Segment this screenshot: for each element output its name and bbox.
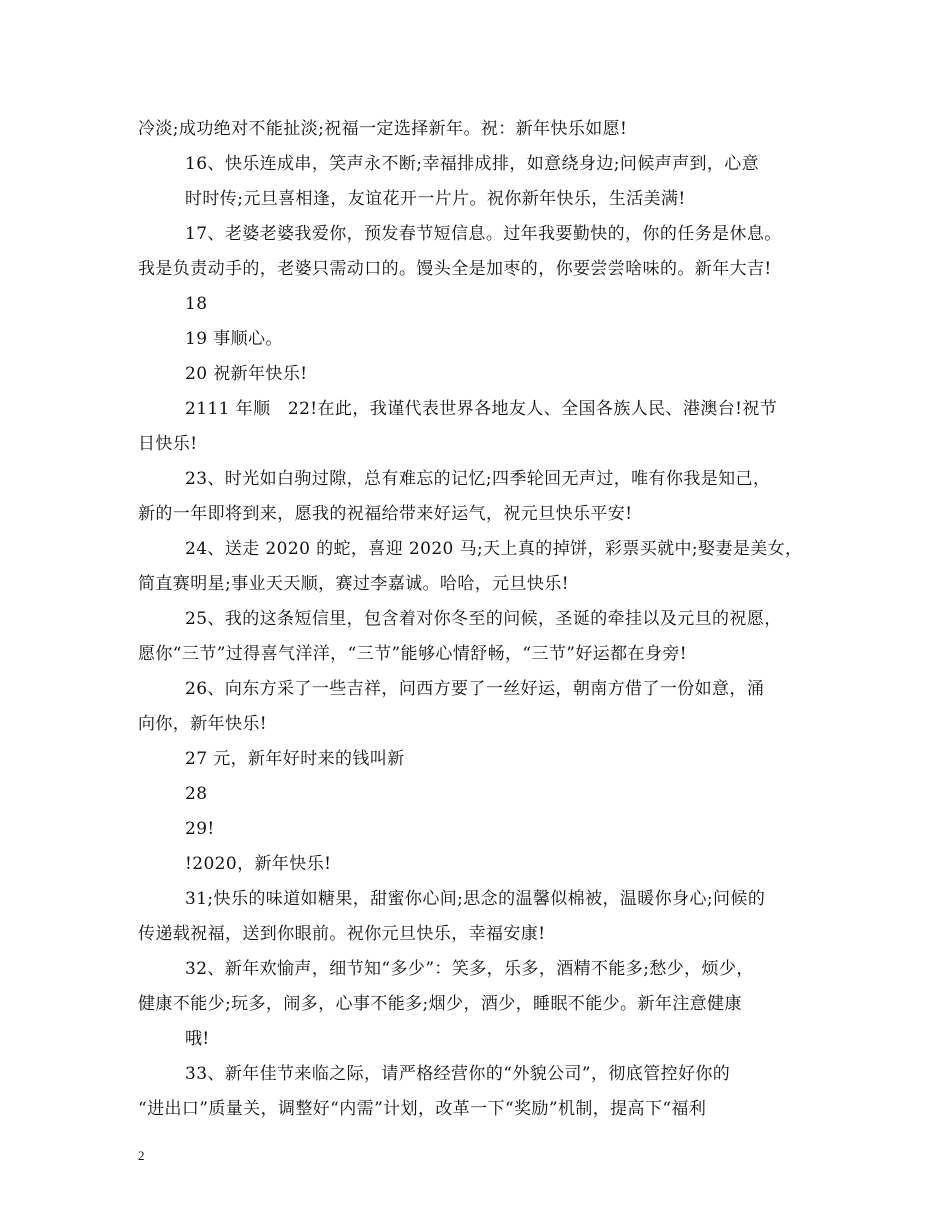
text-line: 哦! xyxy=(185,1029,210,1049)
text-line: 17、老婆老婆我爱你，预发春节短信息。过年我要勤快的，你的任务是休息。 xyxy=(185,224,782,244)
text-line: 向你，新年快乐! xyxy=(138,714,268,734)
text-line: 我是负责动手的，老婆只需动口的。馒头全是加枣的，你要尝尝啥味的。新年大吉! xyxy=(138,259,772,279)
text-line: 18 xyxy=(185,294,208,314)
text-line: 31;快乐的味道如糖果，甜蜜你心间;思念的温馨似棉被，温暖你身心;问候的 xyxy=(185,889,766,909)
text-line: 28 xyxy=(185,784,208,804)
text-line: 33、新年佳节来临之际，请严格经营你的“外貌公司”，彻底管控好你的 xyxy=(185,1064,731,1084)
text-line: 24、送走 2020 的蛇，喜迎 2020 马;天上真的掉饼，彩票买就中;娶妻是美女， xyxy=(185,539,803,559)
text-line: 20 祝新年快乐! xyxy=(185,364,308,384)
text-line: 26、向东方采了一些吉祥，问西方要了一丝好运，朝南方借了一份如意，涌 xyxy=(185,679,765,699)
text-line: “进出口”质量关，调整好“内需”计划，改革一下“奖励”机制，提高下“福利 xyxy=(138,1099,707,1119)
text-line: 愿你“三节”过得喜气洋洋，“三节”能够心情舒畅，“三节”好运都在身旁! xyxy=(138,644,687,664)
text-line: 简直赛明星;事业天天顺，赛过李嘉诚。哈哈，元旦快乐! xyxy=(138,574,569,594)
text-line: 32、新年欢愉声，细节知“多少”：笑多，乐多，酒精不能多;愁少，烦少， xyxy=(185,959,754,979)
text-line: 冷淡;成功绝对不能扯淡;祝福一定选择新年。祝：新年快乐如愿! xyxy=(138,119,628,139)
page-number: 2 xyxy=(138,1148,145,1163)
text-line: 新的一年即将到来，愿我的祝福给带来好运气，祝元旦快乐平安! xyxy=(138,504,633,524)
text-line: 23、时光如白驹过隙，总有难忘的记忆;四季轮回无声过，唯有你我是知己， xyxy=(185,469,771,489)
text-line: 29! xyxy=(185,819,215,839)
text-line: 2111 年顺 22!在此，我谨代表世界各地友人、全国各族人民、港澳台!祝节 xyxy=(185,399,778,419)
text-line: 健康不能少;玩多，闹多，心事不能多;烟少，酒少，睡眠不能少。新年注意健康 xyxy=(138,994,742,1014)
text-line: 27 元，新年好时来的钱叫新 xyxy=(185,749,405,769)
text-line: 25、我的这条短信里，包含着对你冬至的问候，圣诞的牵挂以及元旦的祝愿， xyxy=(185,609,782,629)
text-line: !2020，新年快乐! xyxy=(185,854,332,874)
text-line: 16、快乐连成串，笑声永不断;幸福排成排，如意绕身边;问候声声到，心意 xyxy=(185,154,760,174)
text-line: 日快乐! xyxy=(138,434,198,454)
text-line: 19 事顺心。 xyxy=(185,329,283,349)
text-line: 传递载祝福，送到你眼前。祝你元旦快乐，幸福安康! xyxy=(138,924,546,944)
text-line: 时时传;元旦喜相逢，友谊花开一片片。祝你新年快乐，生活美满! xyxy=(185,189,686,209)
